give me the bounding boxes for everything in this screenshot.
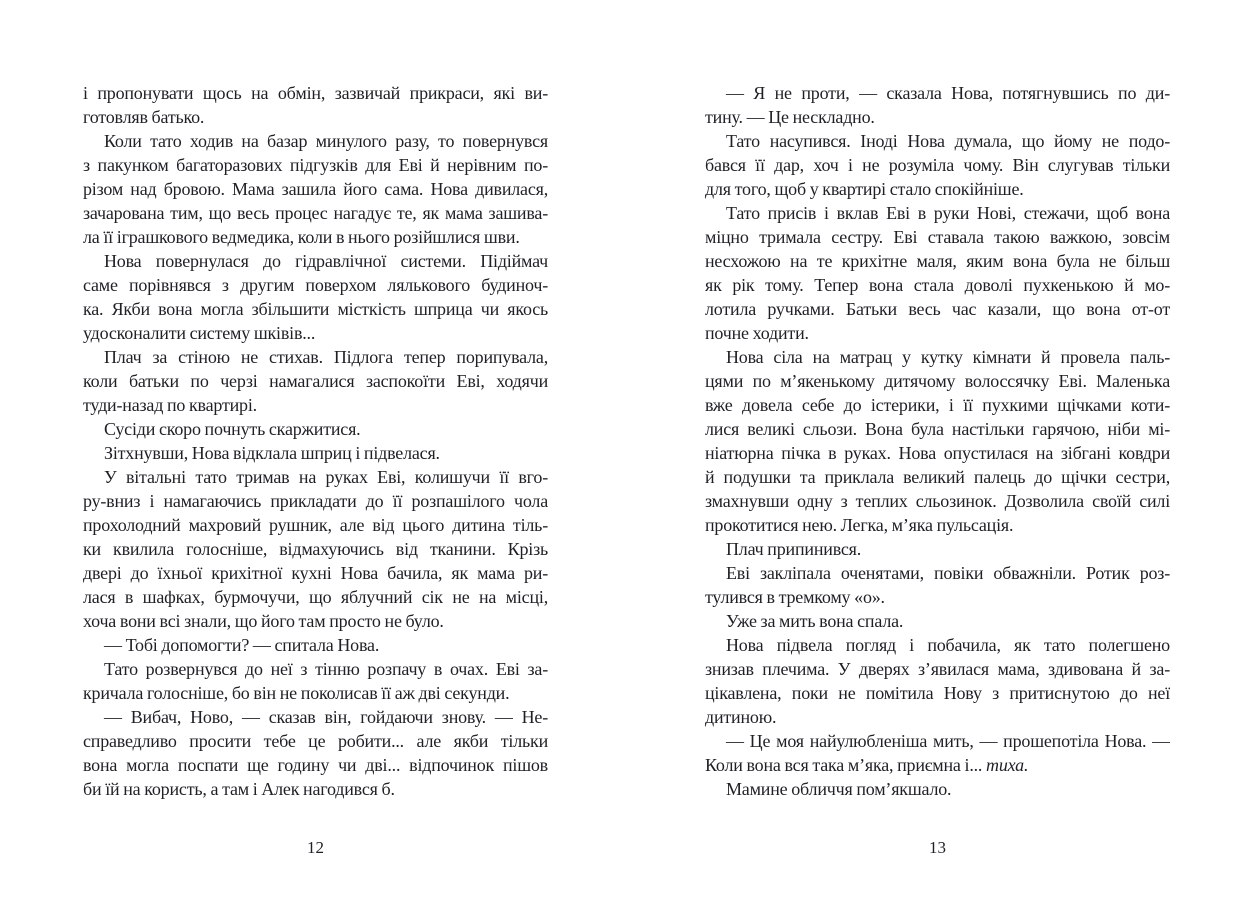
text-line: дитиною.: [705, 707, 777, 727]
text-line: туди-назад по квартирі.: [83, 395, 257, 415]
text-segment: Коли вона вся така м’яка, приємна і...: [705, 755, 987, 775]
text-line: й подушки та приклала великий палець до щічки сестри,: [705, 467, 1170, 487]
text-line: прохолодний махровий рушник, але від цього дитина тіль-: [83, 515, 548, 535]
text-line: ка. Якби вона могла збільшити місткість шприца чи якось: [83, 299, 548, 319]
text-line: Мамине обличчя пом’якшало.: [726, 779, 952, 799]
text-line: Нова підвела погляд і побачила, як тато полегшено: [726, 635, 1170, 655]
text-line: Тато присів і вклав Еві в руки Нові, стежачи, щоб вона: [726, 203, 1170, 223]
text-line: ла її іграшкового ведмедика, коли в нього розійшлися шви.: [83, 227, 520, 247]
text-line: зачарована тим, що весь процес нагадує те, як мама зашива-: [83, 203, 548, 223]
text-line: Плач припинився.: [726, 539, 862, 559]
text-line: удосконалити систему шківів...: [83, 323, 316, 343]
text-line: для того, щоб у квартирі стало спокійніше.: [705, 179, 1024, 199]
text-line: Зітхнувши, Нова відклала шприц і підвелася.: [104, 443, 440, 463]
text-line: готовляв батько.: [83, 107, 205, 127]
text-line: несхожою на те крихітне маля, яким вона була не більш: [705, 251, 1170, 271]
text-line: ніатюрна пічка в руках. Нова опустилася на зібгані ковдри: [705, 443, 1170, 463]
text-line: [705, 753, 1170, 777]
text-line: Сусіди скоро почнуть скаржитися.: [104, 419, 361, 439]
text-line: і пропонувати щось на обмін, зазвичай прикраси, які ви-: [83, 83, 548, 103]
text-line: прокотитися нею. Легка, м’яка пульсація.: [705, 515, 1014, 535]
text-line: справедливо просити тебе це робити... але якби тільки: [83, 731, 548, 751]
text-line: — Це моя найулюбленіша мить, — прошепотіла Нова. —: [726, 731, 1170, 751]
text-line: змахнувши одну з теплих сльозинок. Дозволила своїй силі: [705, 491, 1170, 511]
text-line: ки квилила голосніше, відмахуючись від тканини. Крізь: [83, 539, 548, 559]
text-line: вона могла поспати ще годину чи дві... відпочинок пішов: [83, 755, 548, 775]
text-line: цікавлена, поки не помітила Нову з притиснутою до неї: [705, 683, 1170, 703]
text-line: Нова сіла на матрац у кутку кімнати й провела паль-: [726, 347, 1170, 367]
text-line: коли батьки по черзі намагалися заспокоїти Еві, ходячи: [83, 371, 548, 391]
text-line: хоча вони всі знали, що його там просто не було.: [83, 611, 444, 631]
page-number-right: 13: [929, 838, 946, 857]
text-line: У вітальні тато тримав на руках Еві, колишучи її вго-: [104, 467, 548, 487]
text-line: тулився в тремкому «о».: [705, 587, 885, 607]
text-line: лотила ручками. Батьки весь час казали, що вона от-от: [705, 299, 1170, 319]
text-line: би їй на користь, а там і Алек нагодився б.: [83, 779, 395, 799]
text-line: двері до їхньої крихітної кухні Нова бачила, як мама ри-: [83, 563, 548, 583]
text-line: почне ходити.: [705, 323, 809, 343]
text-line: вже довела себе до істерики, і її пухкими щічками коти-: [705, 395, 1170, 415]
page-number-left: 12: [307, 838, 324, 857]
text-line: тину. — Це нескладно.: [705, 107, 875, 127]
text-line: ру-вниз і намагаючись прикладати до її розпашілого чола: [83, 491, 548, 511]
text-line: Еві закліпала оченятами, повіки обважніли. Ротик роз-: [726, 563, 1170, 583]
text-line: — Тобі допомогти? — спитала Нова.: [104, 635, 380, 655]
text-line: — Я не проти, — сказала Нова, потягнувшись по ди-: [726, 83, 1170, 103]
text-line: як рік тому. Тепер вона стала доволі пухкенькою й мо-: [705, 275, 1170, 295]
text-line: різом над бровою. Мама зашила його сама. Нова дивилася,: [83, 179, 548, 199]
text-line: Тато розвернувся до неї з тінню розпачу в очах. Еві за-: [104, 659, 548, 679]
page-left-text-block: [83, 81, 548, 801]
text-line: міцно тримала сестру. Еві ставала такою важкою, зовсім: [705, 227, 1170, 247]
text-line: кричала голосніше, бо він не поколисав її аж дві секунди.: [83, 683, 510, 703]
text-line: бався її дар, хоч і не розуміла чому. Він слугував тільки: [705, 155, 1170, 175]
text-line: Нова повернулася до гідравлічної системи. Підіймач: [104, 251, 548, 271]
text-line: лися великі сльози. Вона була настільки гарячою, ніби мі-: [705, 419, 1170, 439]
text-line: знизав плечима. У дверях з’явилася мама, здивована й за-: [705, 659, 1170, 679]
text-line: Коли тато ходив на базар минулого разу, то повернувся: [104, 131, 548, 151]
text-line: цями по м’якенькому дитячому волоссячку Еві. Маленька: [705, 371, 1170, 391]
text-line: — Вибач, Ново, — сказав він, гойдаючи знову. — Не-: [104, 707, 548, 727]
text-line: Тато насупився. Іноді Нова думала, що йому не подо-: [726, 131, 1170, 151]
text-line: Плач за стіною не стихав. Підлога тепер порипувала,: [104, 347, 548, 367]
text-line: Уже за мить вона спала.: [726, 611, 904, 631]
text-line: з пакунком багаторазових підгузків для Еві й нерівним по-: [83, 155, 548, 175]
italic-text: тиха.: [986, 755, 1029, 775]
page-right-text-block: [705, 81, 1170, 801]
text-line: лася в шафках, бурмочучи, що яблучний сік не на місці,: [83, 587, 548, 607]
text-line: саме порівнявся з другим поверхом лялькового будиноч-: [83, 275, 548, 295]
